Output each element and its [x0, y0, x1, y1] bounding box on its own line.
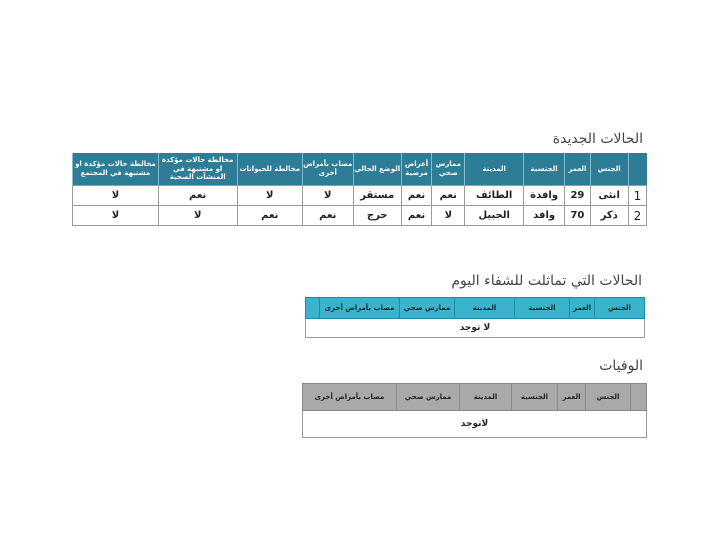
cell-nationality: وافدة — [523, 186, 564, 206]
header-gender: الجنس — [586, 384, 631, 411]
header-other-diseases: مصاب بأمراض أخرى — [303, 384, 397, 411]
cell-index: 1 — [628, 186, 646, 206]
header-health-worker: ممارس صحي — [397, 384, 460, 411]
header-community-contact: مخالطة حالات مؤكدة او مشتبهة في المجتمع — [73, 153, 159, 186]
deaths-table — [302, 383, 647, 438]
table-row — [73, 206, 647, 226]
header-animal-contact: مخالطة للحيوانات — [237, 153, 303, 186]
cell-symptoms: نعم — [401, 186, 431, 206]
header-nationality: الجنسية — [523, 153, 564, 186]
cell-facility-contact: نعم — [158, 186, 237, 206]
cell-animal-contact: نعم — [237, 206, 303, 226]
table-row — [73, 186, 647, 206]
cell-health-worker: نعم — [432, 186, 465, 206]
header-health-worker: ممارس صحي — [400, 298, 455, 319]
cell-community-contact: لا — [73, 206, 159, 226]
header-gender: الجنس — [590, 153, 628, 186]
recovered-table — [305, 297, 645, 338]
header-nationality: الجنسية — [512, 384, 558, 411]
cell-age: 70 — [565, 206, 590, 226]
header-nationality: الجنسية — [515, 298, 570, 319]
header-age: العمر — [570, 298, 595, 319]
table-row — [306, 319, 645, 338]
table-header-row — [306, 298, 645, 319]
table-header-row — [303, 384, 647, 411]
table-row — [303, 411, 647, 438]
empty-message: لا توجد — [306, 319, 645, 338]
header-city: المدينة — [465, 153, 524, 186]
cell-other-diseases: نعم — [303, 206, 353, 226]
cell-age: 29 — [565, 186, 590, 206]
header-index — [628, 153, 646, 186]
header-facility-contact: مخالطة حالات مؤكدة او مشتبهة في المنشآت الصحية — [158, 153, 237, 186]
header-symptoms: أعراض مرضية — [401, 153, 431, 186]
table-header-row — [73, 153, 647, 186]
cell-index: 2 — [628, 206, 646, 226]
cell-status: مستقر — [353, 186, 401, 206]
cell-status: حرج — [353, 206, 401, 226]
empty-message: لاتوجد — [303, 411, 647, 438]
cell-facility-contact: لا — [158, 206, 237, 226]
header-blank — [631, 384, 647, 411]
new-cases-table — [72, 153, 647, 226]
cell-symptoms: نعم — [401, 206, 431, 226]
header-health-worker: ممارس صحي — [432, 153, 465, 186]
header-age: العمر — [558, 384, 586, 411]
cell-city: الطائف — [465, 186, 524, 206]
cell-health-worker: لا — [432, 206, 465, 226]
header-gender: الجنس — [595, 298, 645, 319]
cell-city: الجبيل — [465, 206, 524, 226]
recovered-title: الحالات التي تماثلت للشفاء اليوم — [451, 273, 642, 289]
header-other-diseases: مصاب بأمراض أخرى — [303, 153, 353, 186]
new-cases-title: الحالات الجديدة — [552, 131, 643, 147]
cell-nationality: وافد — [523, 206, 564, 226]
cell-gender: انثى — [590, 186, 628, 206]
header-city: المدينة — [460, 384, 512, 411]
header-status: الوضع الحالي — [353, 153, 401, 186]
cell-community-contact: لا — [73, 186, 159, 206]
header-blank — [306, 298, 320, 319]
cell-animal-contact: لا — [237, 186, 303, 206]
header-other-diseases: مصاب بأمراض أخرى — [320, 298, 400, 319]
header-city: المدينة — [455, 298, 515, 319]
cell-gender: ذكر — [590, 206, 628, 226]
header-age: العمر — [565, 153, 590, 186]
deaths-title: الوفيات — [599, 358, 643, 374]
cell-other-diseases: لا — [303, 186, 353, 206]
